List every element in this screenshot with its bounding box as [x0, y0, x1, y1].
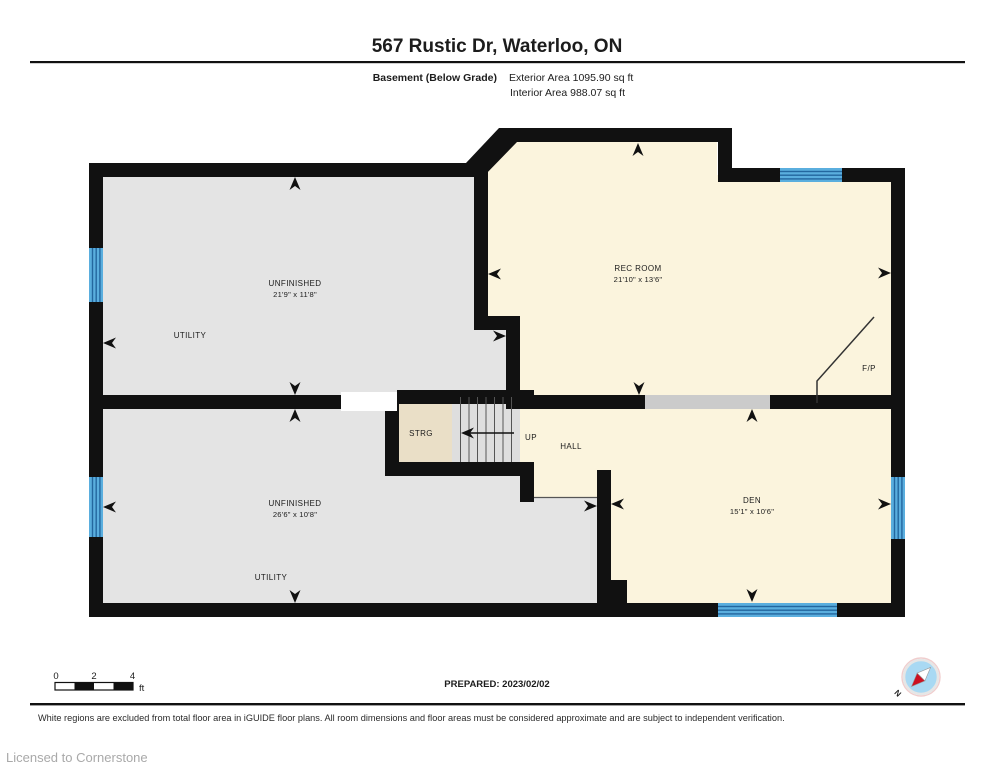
prepared-date: PREPARED: 2023/02/02	[444, 679, 550, 690]
rec-room-dims: 21'10" x 13'6"	[613, 275, 663, 284]
hall-name: HALL	[560, 442, 582, 451]
license-text: Licensed to Cornerstone	[6, 750, 148, 765]
utility-bottom-type: UTILITY	[254, 573, 288, 582]
header-rule	[30, 61, 965, 63]
den-name: DEN	[742, 496, 762, 505]
footer	[6, 703, 965, 765]
scale-tick-2: 2	[91, 671, 97, 682]
scale-tick-4: 4	[129, 671, 136, 682]
den-dims: 15'1" x 10'6"	[729, 507, 775, 516]
utility-top-type: UTILITY	[173, 331, 207, 340]
footer-rule	[30, 703, 965, 705]
page-title: 567 Rustic Dr, Waterloo, ON	[371, 36, 623, 57]
utility-top-dims: 21'9" x 11'8"	[273, 290, 317, 299]
room-fills	[96, 135, 898, 610]
compass-north-label: N	[892, 688, 903, 699]
rec-room-name: REC ROOM	[614, 264, 662, 273]
header	[30, 36, 965, 99]
door-opening-rec-den	[645, 395, 770, 409]
exterior-area-label: Exterior Area 1095.90 sq ft	[509, 72, 634, 84]
compass-icon	[892, 658, 940, 699]
utility-bottom-name: UNFINISHED	[268, 499, 322, 508]
utility-bottom-dims: 26'6" x 10'8"	[272, 510, 318, 519]
fireplace-label: F/P	[862, 364, 876, 373]
utility-top-name: UNFINISHED	[268, 279, 322, 288]
interior-area-label: Interior Area 988.07 sq ft	[510, 87, 625, 99]
scale-bar	[53, 671, 144, 694]
door-opening-unfinished	[341, 392, 397, 411]
footer-disclaimer: White regions are excluded from total floor area in iGUIDE floor plans. All room dimensions and floor areas must be considered approximate and are subject to independent verification.	[38, 713, 785, 723]
scale-tick-0: 0	[53, 671, 59, 682]
storage-name: STRG	[409, 429, 433, 438]
floor-label: Basement (Below Grade)	[372, 72, 497, 84]
stairs-up-label: UP	[525, 433, 537, 442]
scale-unit: ft	[139, 683, 145, 694]
